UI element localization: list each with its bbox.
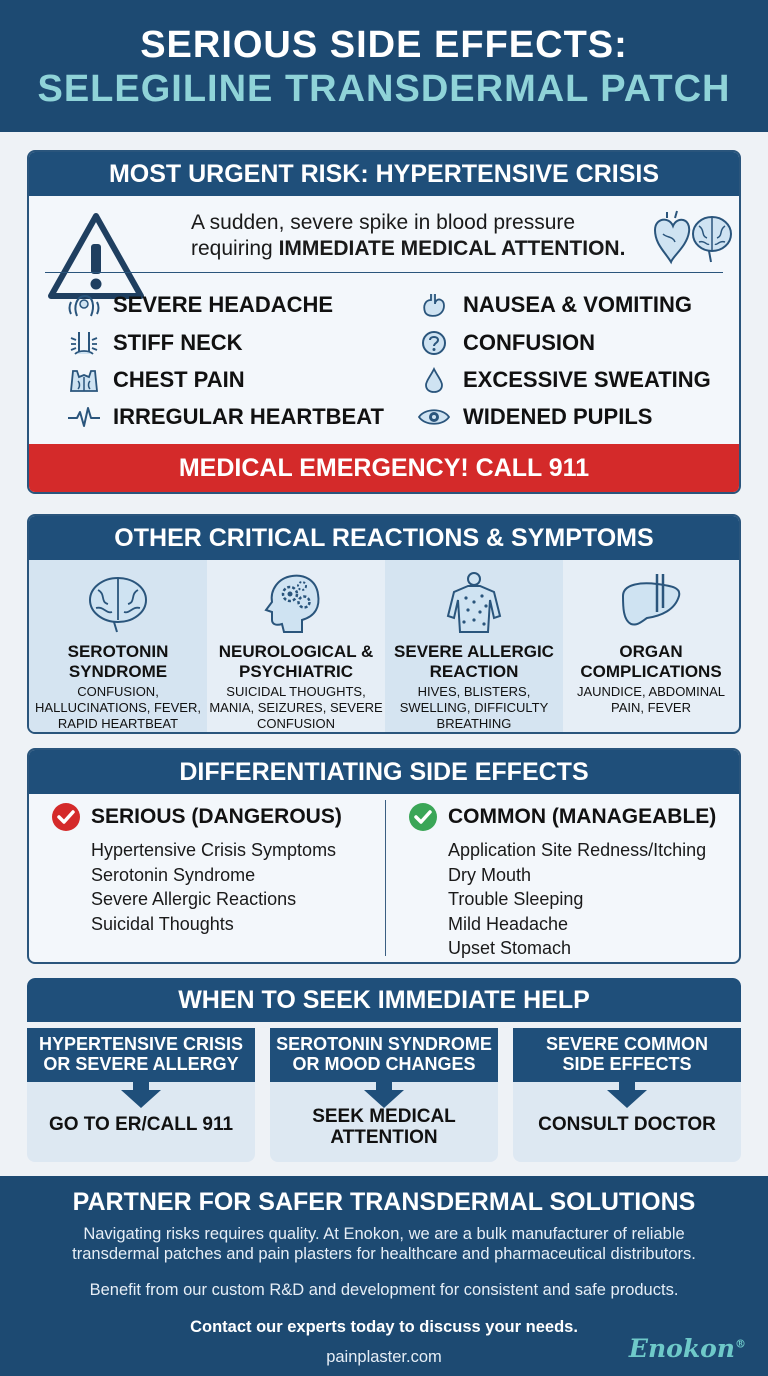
help-condition xyxy=(270,1028,498,1082)
urgent-risk-heading: MOST URGENT RISK: HYPERTENSIVE CRISIS xyxy=(29,152,739,196)
common-title: COMMON (MANAGEABLE) xyxy=(448,805,717,828)
stomach-icon xyxy=(417,292,451,318)
symptom-label: SEVERE HEADACHE xyxy=(113,292,334,317)
brain-icon xyxy=(84,572,152,634)
warning-icon xyxy=(45,210,147,302)
list-item: Serotonin Syndrome xyxy=(91,864,256,885)
urgent-intro xyxy=(191,210,625,262)
serious-list xyxy=(91,838,336,936)
common-check-icon xyxy=(408,802,438,832)
column-divider xyxy=(385,800,386,956)
symptom-label: CONFUSION xyxy=(463,330,595,355)
help-condition-line: OR SEVERE ALLERGY xyxy=(43,1054,239,1074)
reaction-desc: SUICIDAL THOUGHTS, MANIA, SEIZURES, SEVERE CONFUSION xyxy=(209,684,383,731)
head-gears-icon xyxy=(262,572,330,634)
intro-line-2-emphasis: IMMEDIATE MEDICAL ATTENTION. xyxy=(278,237,626,260)
symptom-label: CHEST PAIN xyxy=(113,367,245,392)
list-item: Severe Allergic Reactions xyxy=(91,889,297,909)
brand-logo xyxy=(629,1334,746,1363)
other-reactions-card xyxy=(27,514,741,734)
arrow-down-icon xyxy=(605,1082,649,1110)
brand-name: Enokon xyxy=(628,1334,735,1363)
footer xyxy=(0,1176,768,1376)
page-subtitle: SELEGILINE TRANSDERMAL PATCH xyxy=(37,68,731,110)
help-action-line: CONSULT DOCTOR xyxy=(538,1114,716,1135)
arrow-down-icon xyxy=(119,1082,163,1110)
chest-icon xyxy=(67,367,101,393)
footer-title: PARTNER FOR SAFER TRANSDERMAL SOLUTIONS xyxy=(72,1188,696,1216)
differentiating-card xyxy=(27,748,741,964)
help-action-line: SEEK MEDICAL xyxy=(312,1106,456,1127)
footer-paragraph-line: transdermal patches and pain plasters for healthcare and pharmaceutical distributors. xyxy=(72,1245,696,1263)
list-item: Trouble Sleeping xyxy=(448,889,584,909)
help-condition-line: SEVERE COMMON xyxy=(545,1034,709,1054)
serious-check-icon xyxy=(51,802,81,832)
reaction-neuro xyxy=(207,560,385,734)
serious-title: SERIOUS (DANGEROUS) xyxy=(91,805,342,828)
reaction-title: SEVERE ALLERGIC REACTION xyxy=(394,642,554,681)
help-condition xyxy=(27,1028,255,1082)
seek-help-heading: WHEN TO SEEK IMMEDIATE HELP xyxy=(27,978,741,1022)
page-title: SERIOUS SIDE EFFECTS: xyxy=(140,24,628,66)
help-action xyxy=(27,1114,255,1135)
droplet-icon xyxy=(417,367,451,393)
footer-website-link[interactable]: painplaster.com xyxy=(326,1348,442,1366)
heartbeat-icon xyxy=(67,404,101,430)
question-icon xyxy=(417,330,451,356)
footer-cta[interactable]: Contact our experts today to discuss your needs. xyxy=(190,1318,578,1336)
reaction-desc: JAUNDICE, ABDOMINAL PAIN, FEVER xyxy=(576,684,726,715)
intro-line-2-prefix: requiring xyxy=(191,237,279,260)
urgent-divider xyxy=(45,272,723,273)
urgent-risk-card xyxy=(27,150,741,494)
symptom-label: NAUSEA & VOMITING xyxy=(463,292,692,317)
list-item: Mild Headache xyxy=(448,913,569,934)
common-list xyxy=(448,838,706,961)
symptom-label: STIFF NECK xyxy=(113,330,243,355)
help-action xyxy=(513,1114,741,1135)
help-condition-line: HYPERTENSIVE CRISIS xyxy=(38,1034,244,1054)
intro-line-1: A sudden, severe spike in blood pressure xyxy=(191,211,576,234)
rash-torso-icon xyxy=(440,572,508,634)
reaction-title: ORGAN COMPLICATIONS xyxy=(580,642,722,681)
help-action-line: ATTENTION xyxy=(330,1127,438,1148)
list-item: Suicidal Thoughts xyxy=(91,913,234,934)
differentiating-heading: DIFFERENTIATING SIDE EFFECTS xyxy=(29,750,739,794)
footer-benefit: Benefit from our custom R&D and development for consistent and safe products. xyxy=(89,1281,679,1299)
list-item: Dry Mouth xyxy=(448,864,532,885)
help-action xyxy=(270,1106,498,1148)
heart-brain-icon xyxy=(649,208,733,268)
reaction-organ xyxy=(563,560,739,734)
intro-line-2 xyxy=(191,236,625,262)
help-item-er xyxy=(27,1028,255,1162)
seek-help-card xyxy=(27,978,741,1164)
symptom-label: EXCESSIVE SWEATING xyxy=(463,367,711,392)
reaction-allergic xyxy=(385,560,563,734)
page-header xyxy=(0,0,768,132)
help-condition xyxy=(513,1028,741,1082)
reaction-title: SEROTONIN SYNDROME xyxy=(67,642,169,681)
emergency-banner: MEDICAL EMERGENCY! CALL 911 xyxy=(29,444,739,492)
list-item: Application Site Redness/Itching xyxy=(448,840,707,860)
help-item-doctor xyxy=(513,1028,741,1162)
head-pain-icon xyxy=(67,292,101,318)
reaction-serotonin xyxy=(29,560,207,734)
help-condition-line: SEROTONIN SYNDROME xyxy=(276,1034,492,1054)
footer-paragraph-line: Navigating risks requires quality. At Enokon, we are a bulk manufacturer of reliable xyxy=(83,1225,685,1243)
eye-icon xyxy=(417,404,451,430)
neck-icon xyxy=(67,330,101,356)
footer-paragraph xyxy=(20,1224,748,1264)
symptom-label: WIDENED PUPILS xyxy=(463,404,653,429)
brand-mark: ® xyxy=(735,1337,746,1351)
liver-icon xyxy=(617,572,685,634)
reaction-desc: CONFUSION, HALLUCINATIONS, FEVER, RAPID HEARTBEAT xyxy=(35,684,201,731)
other-reactions-heading: OTHER CRITICAL REACTIONS & SYMPTOMS xyxy=(29,516,739,560)
help-action-line: GO TO ER/CALL 911 xyxy=(48,1114,234,1135)
help-condition-line: SIDE EFFECTS xyxy=(562,1054,692,1074)
list-item: Hypertensive Crisis Symptoms xyxy=(91,840,337,860)
help-condition-line: OR MOOD CHANGES xyxy=(292,1054,476,1074)
help-item-medical xyxy=(270,1028,498,1162)
symptom-label: IRREGULAR HEARTBEAT xyxy=(113,404,384,429)
reaction-title: NEUROLOGICAL & PSYCHIATRIC xyxy=(218,642,374,681)
list-item: Upset Stomach xyxy=(448,938,572,958)
reaction-desc: HIVES, BLISTERS, SWELLING, DIFFICULTY BREATHING xyxy=(399,684,549,731)
